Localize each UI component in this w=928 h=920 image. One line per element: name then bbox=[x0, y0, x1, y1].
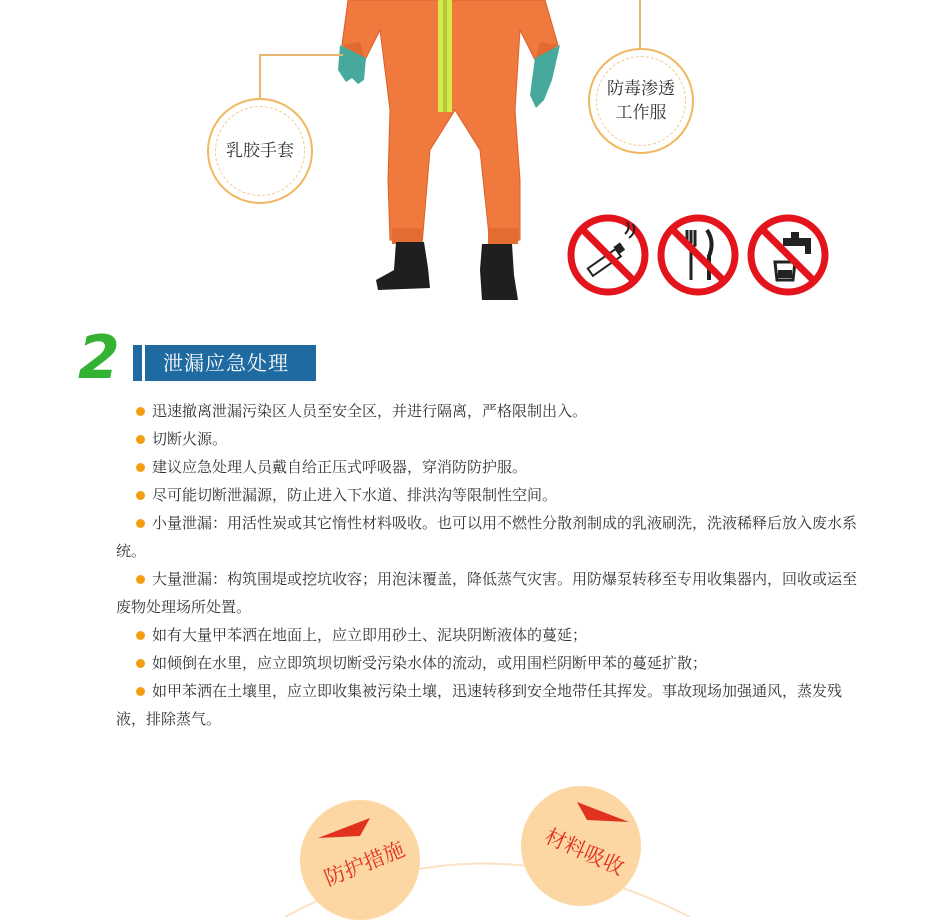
list-item: 切断火源。 bbox=[116, 425, 860, 453]
list-item: 建议应急处理人员戴自给正压式呼吸器，穿消防防护服。 bbox=[116, 453, 860, 481]
section-bar-accent bbox=[133, 345, 142, 381]
suit-callout bbox=[588, 48, 694, 154]
suit-connector-v bbox=[639, 0, 641, 50]
list-item: 如有大量甲苯洒在地面上，应立即用砂土、泥块阴断液体的蔓延； bbox=[116, 621, 860, 649]
material-absorption-label: 材料吸收 bbox=[541, 823, 628, 880]
bullet-icon bbox=[136, 631, 145, 640]
bullet-icon bbox=[136, 407, 145, 416]
list-item: 尽可能切断泄漏源，防止进入下水道、排洪沟等限制性空间。 bbox=[116, 481, 860, 509]
no-drinking-icon bbox=[747, 214, 829, 296]
bullet-icon bbox=[136, 575, 145, 584]
suit-label-line1: 防毒渗透 bbox=[607, 79, 675, 99]
list-item: 迅速撤离泄漏污染区人员至安全区，并进行隔离，严格限制出入。 bbox=[116, 397, 860, 425]
list-item: 如倾倒在水里，应立即筑坝切断受污染水体的流动，或用围栏阴断甲苯的蔓延扩散； bbox=[116, 649, 860, 677]
list-item: 小量泄漏：用活性炭或其它惰性材料吸收。也可以用不燃性分散剂制成的乳液刷洗，洗液稀释后放入废水系统。 bbox=[116, 514, 858, 560]
gloves-connector-v bbox=[259, 54, 261, 99]
section-title: 泄漏应急处理 bbox=[145, 345, 316, 381]
protective-suit-figure bbox=[330, 0, 570, 305]
protection-measures-label: 防护措施 bbox=[320, 837, 408, 891]
no-smoking-icon bbox=[567, 214, 649, 296]
bullet-icon bbox=[136, 659, 145, 668]
bullet-icon bbox=[136, 463, 145, 472]
material-absorption-bubble bbox=[521, 786, 641, 906]
bullet-icon bbox=[136, 519, 145, 528]
list-item: 如甲苯洒在土壤里，应立即收集被污染土壤，迅速转移到安全地带任其挥发。事故现场加强通风，蒸发残液，排除蒸气。 bbox=[116, 682, 843, 728]
no-eating-icon bbox=[657, 214, 739, 296]
list-item: 大量泄漏：构筑围堤或挖坑收容；用泡沫覆盖，降低蒸气灾害。用防爆泵转移至专用收集器内，回收或运至废物处理场所处置。 bbox=[116, 570, 858, 616]
gloves-label: 乳胶手套 bbox=[226, 141, 294, 161]
gloves-connector-h bbox=[259, 54, 343, 56]
section-number: 2 bbox=[78, 323, 118, 393]
bullet-icon bbox=[136, 687, 145, 696]
bullet-icon bbox=[136, 435, 145, 444]
leak-response-list bbox=[116, 397, 860, 733]
suit-label-line2: 工作服 bbox=[615, 103, 667, 123]
gloves-callout bbox=[207, 98, 313, 204]
flag-icon bbox=[573, 798, 633, 828]
flag-icon bbox=[316, 814, 376, 844]
protection-measures-bubble bbox=[300, 800, 420, 920]
bullet-icon bbox=[136, 491, 145, 500]
